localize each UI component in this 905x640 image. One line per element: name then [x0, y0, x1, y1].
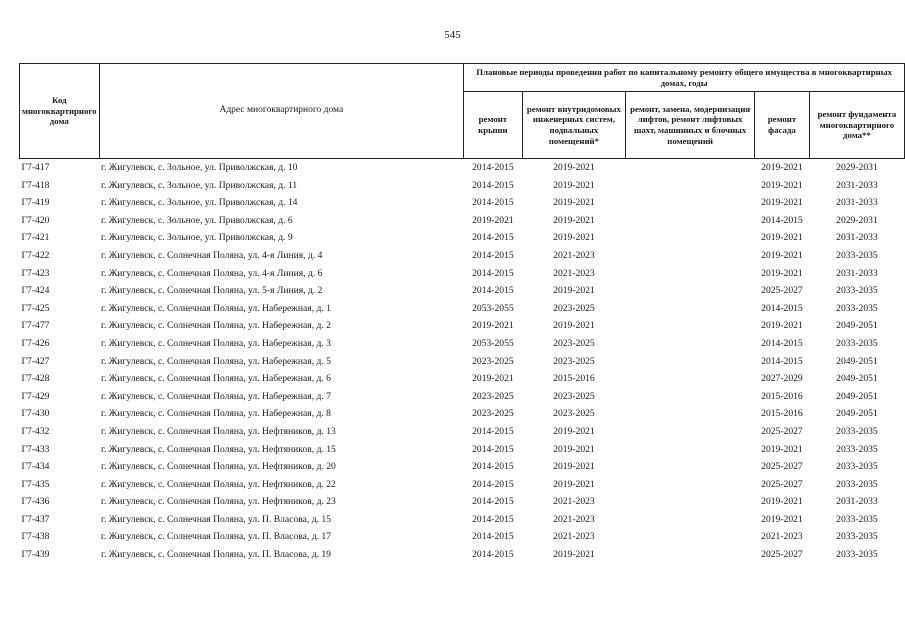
cell-foundation: 2031-2033 [836, 232, 878, 244]
cell-code: Г7-432 [21, 425, 50, 437]
cell-foundation: 2031-2033 [836, 496, 878, 508]
cell-lifts [626, 300, 755, 318]
cell-roof: 2014-2015 [472, 179, 514, 191]
table-row [20, 317, 905, 335]
cell-lifts [626, 353, 755, 371]
cell-systems: 2019-2021 [553, 179, 595, 191]
cell-foundation: 2033-2035 [836, 513, 878, 525]
cell-lifts [626, 546, 755, 564]
table-row [20, 247, 905, 265]
table-row [20, 300, 905, 318]
cell-foundation: 2049-2051 [836, 320, 878, 332]
table-row [20, 265, 905, 283]
cell-facade: 2025-2027 [761, 461, 803, 473]
table-body [20, 159, 905, 564]
cell-facade: 2014-2015 [761, 355, 803, 367]
cell-lifts [626, 370, 755, 388]
cell-address: г. Жигулевск, с. Зольное, ул. Приволжская, д. 11 [101, 179, 298, 191]
cell-address: г. Жигулевск, с. Солнечная Поляна, ул. П. Власова, д. 19 [101, 549, 331, 561]
cell-code: Г7-433 [21, 443, 50, 455]
header-facade: ремонт фасада [755, 92, 810, 159]
table-row [20, 441, 905, 459]
cell-systems: 2019-2021 [553, 214, 595, 226]
cell-systems: 2019-2021 [553, 549, 595, 561]
table-row [20, 212, 905, 230]
cell-code: Г7-422 [21, 249, 50, 261]
header-engineering-systems: ремонт внутридомовых инженерных систем, подвальных помещений* [522, 92, 626, 159]
cell-roof: 2014-2015 [472, 232, 514, 244]
cell-lifts [626, 177, 755, 195]
cell-facade: 2014-2015 [761, 337, 803, 349]
header-planned-periods: Плановые периоды проведения работ по капитальному ремонту общего имущества в многоквартирных домах, годы [464, 64, 905, 92]
cell-foundation: 2033-2035 [836, 285, 878, 297]
cell-code: Г7-435 [21, 478, 50, 490]
cell-address: г. Жигулевск, с. Солнечная Поляна, ул. 4-я Линия, д. 6 [101, 267, 323, 279]
cell-address: г. Жигулевск, с. Солнечная Поляна, ул. 5-я Линия, д. 2 [101, 285, 323, 297]
cell-address: г. Жигулевск, с. Солнечная Поляна, ул. Нефтяников, д. 23 [101, 496, 336, 508]
header-address: Адрес многоквартирного дома [99, 64, 464, 159]
cell-code: Г7-427 [21, 355, 50, 367]
cell-roof: 2014-2015 [472, 267, 514, 279]
table-row [20, 388, 905, 406]
cell-address: г. Жигулевск, с. Солнечная Поляна, ул. Набережная, д. 7 [101, 390, 331, 402]
cell-roof: 2053-2055 [472, 337, 514, 349]
cell-facade: 2019-2021 [761, 249, 803, 261]
cell-lifts [626, 282, 755, 300]
cell-facade: 2019-2021 [761, 162, 803, 173]
table-row [20, 229, 905, 247]
cell-facade: 2019-2021 [761, 267, 803, 279]
table-row [20, 194, 905, 212]
cell-foundation: 2029-2031 [836, 214, 878, 226]
cell-code: Г7-425 [21, 302, 50, 314]
cell-foundation: 2033-2035 [836, 302, 878, 314]
cell-foundation: 2031-2033 [836, 197, 878, 209]
cell-foundation: 2033-2035 [836, 249, 878, 261]
cell-code: Г7-419 [21, 197, 50, 209]
cell-foundation: 2033-2035 [836, 531, 878, 543]
table-header [20, 64, 905, 159]
cell-foundation: 2049-2051 [836, 373, 878, 385]
cell-address: г. Жигулевск, с. Солнечная Поляна, ул. Набережная, д. 6 [101, 373, 331, 385]
cell-address: г. Жигулевск, с. Солнечная Поляна, ул. Нефтяников, д. 20 [101, 461, 336, 473]
cell-code: Г7-430 [21, 408, 50, 420]
cell-roof: 2014-2015 [472, 496, 514, 508]
cell-systems: 2021-2023 [553, 513, 595, 525]
cell-lifts [626, 229, 755, 247]
cell-roof: 2014-2015 [472, 531, 514, 543]
table-row [20, 528, 905, 546]
cell-lifts [626, 458, 755, 476]
cell-facade: 2019-2021 [761, 513, 803, 525]
cell-address: г. Жигулевск, с. Зольное, ул. Приволжская, д. 14 [101, 197, 298, 209]
cell-systems: 2021-2023 [553, 531, 595, 543]
cell-code: Г7-437 [21, 513, 50, 525]
cell-facade: 2014-2015 [761, 214, 803, 226]
cell-code: Г7-439 [21, 549, 50, 561]
cell-address: г. Жигулевск, с. Зольное, ул. Приволжская, д. 10 [101, 162, 298, 173]
cell-systems: 2019-2021 [553, 197, 595, 209]
table-row [20, 159, 905, 177]
cell-code: Г7-417 [21, 162, 50, 173]
cell-systems: 2023-2025 [553, 408, 595, 420]
cell-systems: 2023-2025 [553, 355, 595, 367]
cell-facade: 2021-2023 [761, 531, 803, 543]
cell-lifts [626, 212, 755, 230]
cell-facade: 2019-2021 [761, 320, 803, 332]
header-lifts: ремонт, замена, модернизация лифтов, ремонт лифтовых шахт, машинных и блочных помещений [626, 92, 755, 159]
cell-roof: 2014-2015 [472, 285, 514, 297]
cell-systems: 2021-2023 [553, 267, 595, 279]
cell-code: Г7-429 [21, 390, 50, 402]
cell-foundation: 2033-2035 [836, 443, 878, 455]
cell-facade: 2015-2016 [761, 390, 803, 402]
cell-code: Г7-420 [21, 214, 50, 226]
cell-roof: 2014-2015 [472, 162, 514, 173]
cell-facade: 2019-2021 [761, 197, 803, 209]
cell-address: г. Жигулевск, с. Зольное, ул. Приволжская, д. 9 [101, 232, 293, 244]
cell-address: г. Жигулевск, с. Солнечная Поляна, ул. Набережная, д. 1 [101, 302, 331, 314]
cell-address: г. Жигулевск, с. Солнечная Поляна, ул. Набережная, д. 5 [101, 355, 331, 367]
cell-systems: 2023-2025 [553, 337, 595, 349]
page-number: 545 [444, 29, 461, 41]
cell-foundation: 2049-2051 [836, 355, 878, 367]
cell-roof: 2014-2015 [472, 513, 514, 525]
cell-roof: 2014-2015 [472, 443, 514, 455]
table-row [20, 353, 905, 371]
cell-foundation: 2031-2033 [836, 179, 878, 191]
cell-roof: 2014-2015 [472, 425, 514, 437]
cell-code: Г7-477 [21, 320, 50, 332]
cell-facade: 2025-2027 [761, 478, 803, 490]
cell-roof: 2014-2015 [472, 249, 514, 261]
cell-systems: 2019-2021 [553, 425, 595, 437]
cell-lifts [626, 528, 755, 546]
cell-code: Г7-426 [21, 337, 50, 349]
cell-address: г. Жигулевск, с. Зольное, ул. Приволжская, д. 6 [101, 214, 293, 226]
cell-facade: 2014-2015 [761, 302, 803, 314]
cell-roof: 2023-2025 [472, 355, 514, 367]
cell-roof: 2014-2015 [472, 461, 514, 473]
table-row [20, 476, 905, 494]
cell-facade: 2019-2021 [761, 179, 803, 191]
cell-lifts [626, 265, 755, 283]
cell-roof: 2014-2015 [472, 549, 514, 561]
cell-lifts [626, 511, 755, 529]
cell-systems: 2019-2021 [553, 478, 595, 490]
cell-lifts [626, 441, 755, 459]
cell-systems: 2019-2021 [553, 461, 595, 473]
cell-systems: 2023-2025 [553, 390, 595, 402]
cell-lifts [626, 159, 755, 177]
cell-systems: 2019-2021 [553, 162, 595, 173]
cell-foundation: 2031-2033 [836, 267, 878, 279]
cell-lifts [626, 247, 755, 265]
cell-address: г. Жигулевск, с. Солнечная Поляна, ул. Нефтяников, д. 22 [101, 478, 336, 490]
table-row [20, 546, 905, 564]
cell-address: г. Жигулевск, с. Солнечная Поляна, ул. Нефтяников, д. 15 [101, 443, 336, 455]
cell-address: г. Жигулевск, с. Солнечная Поляна, ул. Набережная, д. 3 [101, 337, 331, 349]
cell-facade: 2025-2027 [761, 549, 803, 561]
cell-code: Г7-428 [21, 373, 50, 385]
cell-systems: 2019-2021 [553, 285, 595, 297]
cell-lifts [626, 476, 755, 494]
cell-roof: 2023-2025 [472, 390, 514, 402]
cell-lifts [626, 388, 755, 406]
cell-facade: 2015-2016 [761, 408, 803, 420]
cell-code: Г7-421 [21, 232, 50, 244]
cell-facade: 2025-2027 [761, 285, 803, 297]
cell-lifts [626, 194, 755, 212]
cell-foundation: 2049-2051 [836, 408, 878, 420]
cell-foundation: 2033-2035 [836, 425, 878, 437]
cell-lifts [626, 493, 755, 511]
cell-roof: 2053-2055 [472, 302, 514, 314]
cell-foundation: 2033-2035 [836, 478, 878, 490]
cell-address: г. Жигулевск, с. Солнечная Поляна, ул. 4-я Линия, д. 4 [101, 249, 323, 261]
cell-foundation: 2049-2051 [836, 390, 878, 402]
header-code: Код многоквартирного дома [20, 64, 100, 159]
cell-roof: 2019-2021 [472, 373, 514, 385]
cell-code: Г7-434 [21, 461, 50, 473]
cell-roof: 2023-2025 [472, 408, 514, 420]
cell-systems: 2019-2021 [553, 232, 595, 244]
cell-systems: 2015-2016 [553, 373, 595, 385]
cell-code: Г7-438 [21, 531, 50, 543]
table-row [20, 335, 905, 353]
cell-foundation: 2033-2035 [836, 461, 878, 473]
table-row [20, 458, 905, 476]
cell-lifts [626, 423, 755, 441]
cell-foundation: 2029-2031 [836, 162, 878, 173]
cell-lifts [626, 335, 755, 353]
cell-address: г. Жигулевск, с. Солнечная Поляна, ул. Нефтяников, д. 13 [101, 425, 336, 437]
cell-facade: 2019-2021 [761, 443, 803, 455]
table-row [20, 493, 905, 511]
cell-address: г. Жигулевск, с. Солнечная Поляна, ул. П. Власова, д. 17 [101, 531, 331, 543]
cell-systems: 2021-2023 [553, 496, 595, 508]
cell-facade: 2027-2029 [761, 373, 803, 385]
table-row [20, 423, 905, 441]
cell-facade: 2019-2021 [761, 496, 803, 508]
cell-roof: 2019-2021 [472, 320, 514, 332]
cell-foundation: 2033-2035 [836, 337, 878, 349]
cell-code: Г7-436 [21, 496, 50, 508]
cell-code: Г7-424 [21, 285, 50, 297]
repair-schedule-table [19, 63, 905, 564]
cell-address: г. Жигулевск, с. Солнечная Поляна, ул. Набережная, д. 8 [101, 408, 331, 420]
header-roof: ремонт крыши [464, 92, 522, 159]
cell-foundation: 2033-2035 [836, 549, 878, 561]
cell-systems: 2023-2025 [553, 302, 595, 314]
cell-lifts [626, 405, 755, 423]
cell-address: г. Жигулевск, с. Солнечная Поляна, ул. П. Власова, д. 15 [101, 513, 331, 525]
cell-roof: 2014-2015 [472, 478, 514, 490]
cell-systems: 2019-2021 [553, 320, 595, 332]
cell-systems: 2019-2021 [553, 443, 595, 455]
cell-code: Г7-418 [21, 179, 50, 191]
table-row [20, 282, 905, 300]
table-row [20, 370, 905, 388]
cell-roof: 2014-2015 [472, 197, 514, 209]
table-row [20, 177, 905, 195]
cell-roof: 2019-2021 [472, 214, 514, 226]
cell-facade: 2019-2021 [761, 232, 803, 244]
cell-lifts [626, 317, 755, 335]
cell-systems: 2021-2023 [553, 249, 595, 261]
cell-code: Г7-423 [21, 267, 50, 279]
cell-address: г. Жигулевск, с. Солнечная Поляна, ул. Набережная, д. 2 [101, 320, 331, 332]
table-row [20, 405, 905, 423]
table-row [20, 511, 905, 529]
cell-facade: 2025-2027 [761, 425, 803, 437]
header-foundation: ремонт фундамента многоквартирного дома** [809, 92, 904, 159]
